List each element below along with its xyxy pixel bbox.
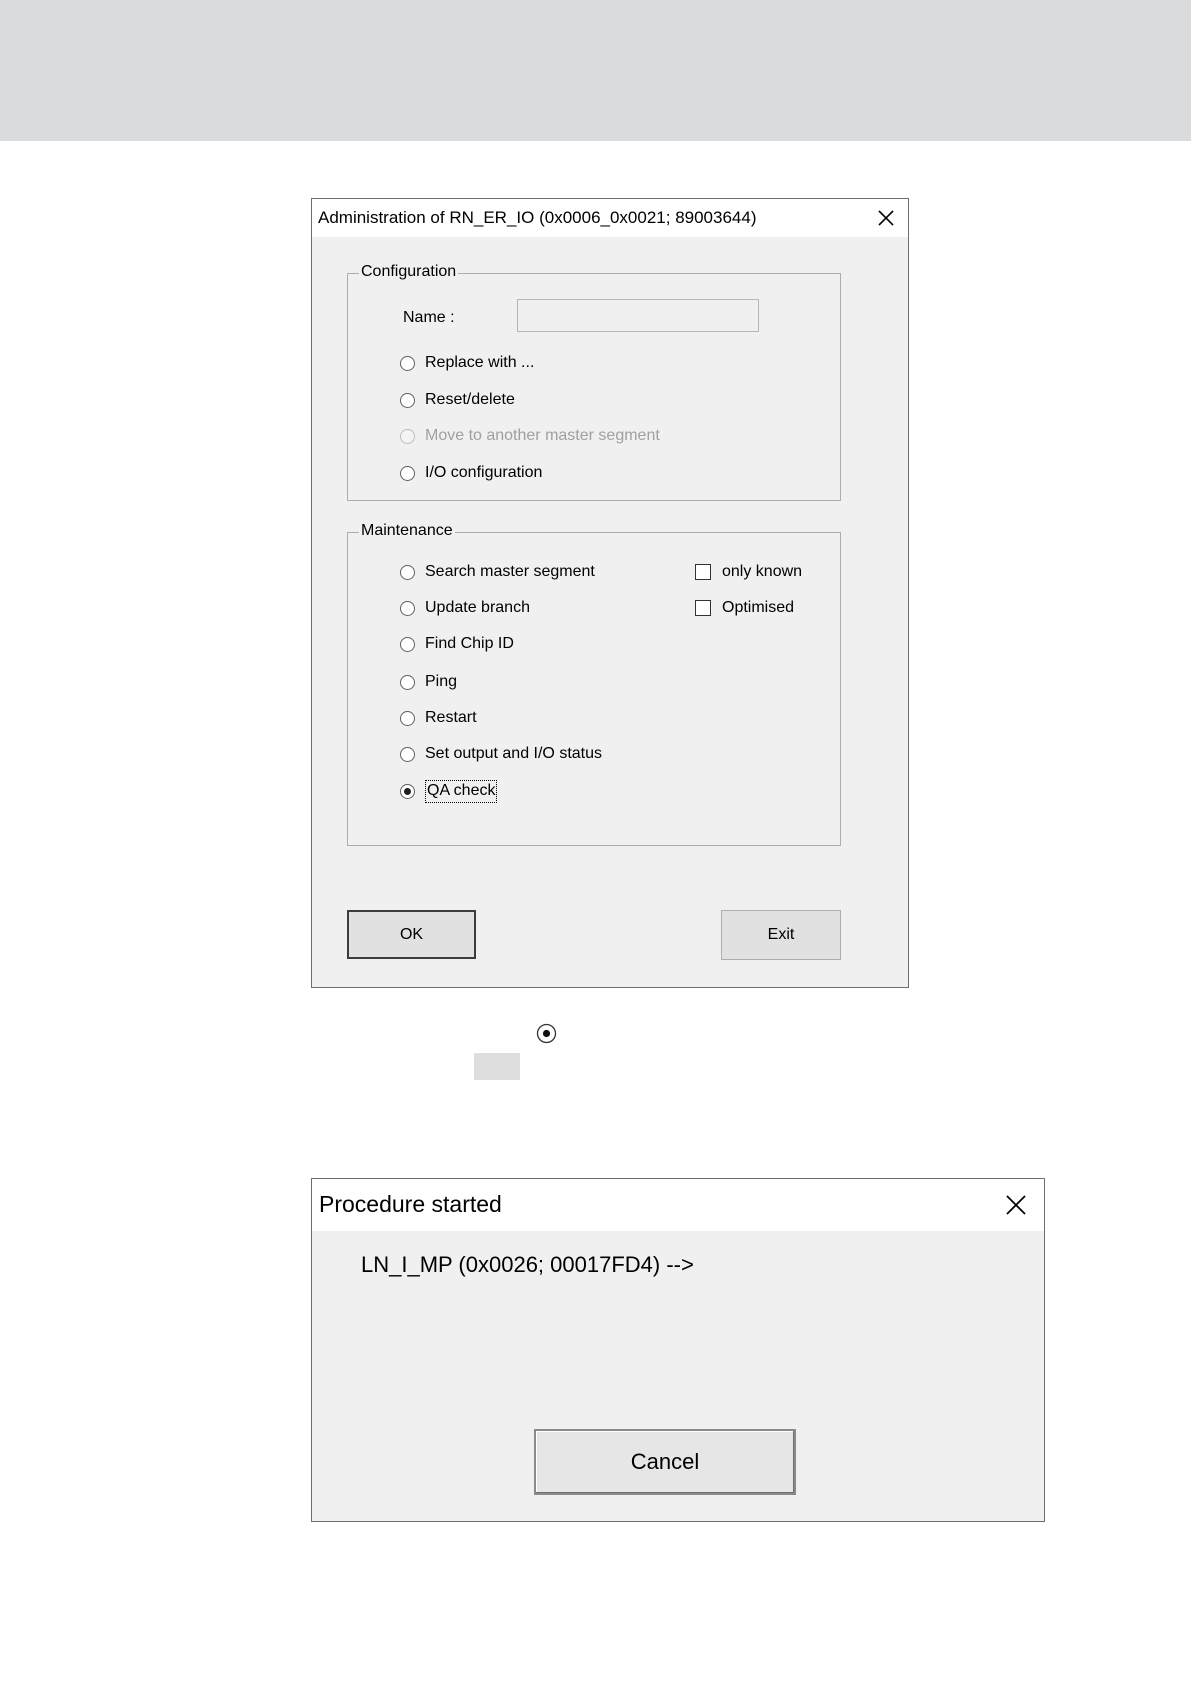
radio-button[interactable]: [400, 393, 415, 408]
radio-label-update-branch: Update branch: [425, 599, 530, 616]
configuration-group-label: Configuration: [361, 263, 457, 280]
radio-search-master-segment[interactable]: [400, 563, 595, 581]
radio-button[interactable]: [400, 565, 415, 580]
administration-dialog: [311, 198, 909, 988]
page-header-band: [0, 0, 1191, 141]
radio-button: [400, 429, 415, 444]
radio-button[interactable]: [400, 601, 415, 616]
ok-button[interactable]: OK: [347, 910, 476, 959]
checkbox-label-optimised: Optimised: [722, 599, 795, 616]
radio-selected-icon: [536, 1023, 557, 1044]
procedure-started-dialog: [311, 1178, 1045, 1522]
radio-set-output-io-status[interactable]: [400, 745, 602, 763]
maintenance-group-label: Maintenance: [361, 522, 453, 539]
radio-ping[interactable]: [400, 673, 457, 691]
radio-label-io-configuration: I/O configuration: [425, 464, 543, 481]
radio-restart[interactable]: [400, 709, 477, 727]
radio-find-chip-id[interactable]: [400, 635, 514, 653]
configuration-group: [347, 263, 841, 501]
radio-replace-with[interactable]: [400, 354, 534, 372]
procedure-message: LN_I_MP (0x0026; 00017FD4) -->: [361, 1252, 694, 1277]
radio-button[interactable]: [400, 747, 415, 762]
radio-button-selected[interactable]: [400, 784, 415, 799]
radio-label-search-master-segment: Search master segment: [425, 563, 595, 580]
procedure-dialog-title: Procedure started: [319, 1191, 502, 1217]
name-input[interactable]: [517, 299, 759, 332]
radio-label-find-chip-id: Find Chip ID: [425, 635, 514, 652]
radio-button[interactable]: [400, 466, 415, 481]
checkbox[interactable]: [695, 564, 711, 580]
radio-button[interactable]: [400, 356, 415, 371]
checkbox-only-known[interactable]: [695, 563, 802, 581]
exit-button[interactable]: Exit: [721, 910, 841, 960]
radio-move-to-master-segment: [400, 427, 660, 445]
radio-label-restart: Restart: [425, 709, 477, 726]
procedure-titlebar: [312, 1179, 1044, 1231]
radio-label-reset-delete: Reset/delete: [425, 391, 515, 408]
close-icon[interactable]: [1004, 1193, 1028, 1217]
radio-io-configuration[interactable]: [400, 464, 542, 482]
maintenance-group: [347, 522, 841, 846]
radio-qa-check[interactable]: [400, 780, 497, 803]
radio-label-ping: Ping: [425, 673, 458, 690]
radio-reset-delete[interactable]: [400, 391, 515, 409]
radio-update-branch[interactable]: [400, 599, 530, 617]
radio-label-qa-check: QA check: [425, 780, 497, 803]
cancel-button[interactable]: Cancel: [534, 1429, 796, 1495]
radio-label-set-output-io-status: Set output and I/O status: [425, 745, 602, 762]
admin-dialog-title: Administration of RN_ER_IO (0x0006_0x0021; 89003644): [318, 208, 757, 227]
checkbox[interactable]: [695, 600, 711, 616]
close-icon[interactable]: [876, 208, 896, 228]
radio-label-move-to-master-segment: Move to another master segment: [425, 427, 660, 444]
radio-button[interactable]: [400, 711, 415, 726]
radio-button[interactable]: [400, 675, 415, 690]
button-swatch: [474, 1053, 520, 1080]
admin-titlebar: [312, 199, 908, 237]
name-label: Name :: [403, 309, 455, 326]
checkbox-optimised[interactable]: [695, 599, 794, 617]
radio-label-replace-with: Replace with ...: [425, 354, 535, 371]
radio-button[interactable]: [400, 637, 415, 652]
checkbox-label-only-known: only known: [722, 563, 803, 580]
